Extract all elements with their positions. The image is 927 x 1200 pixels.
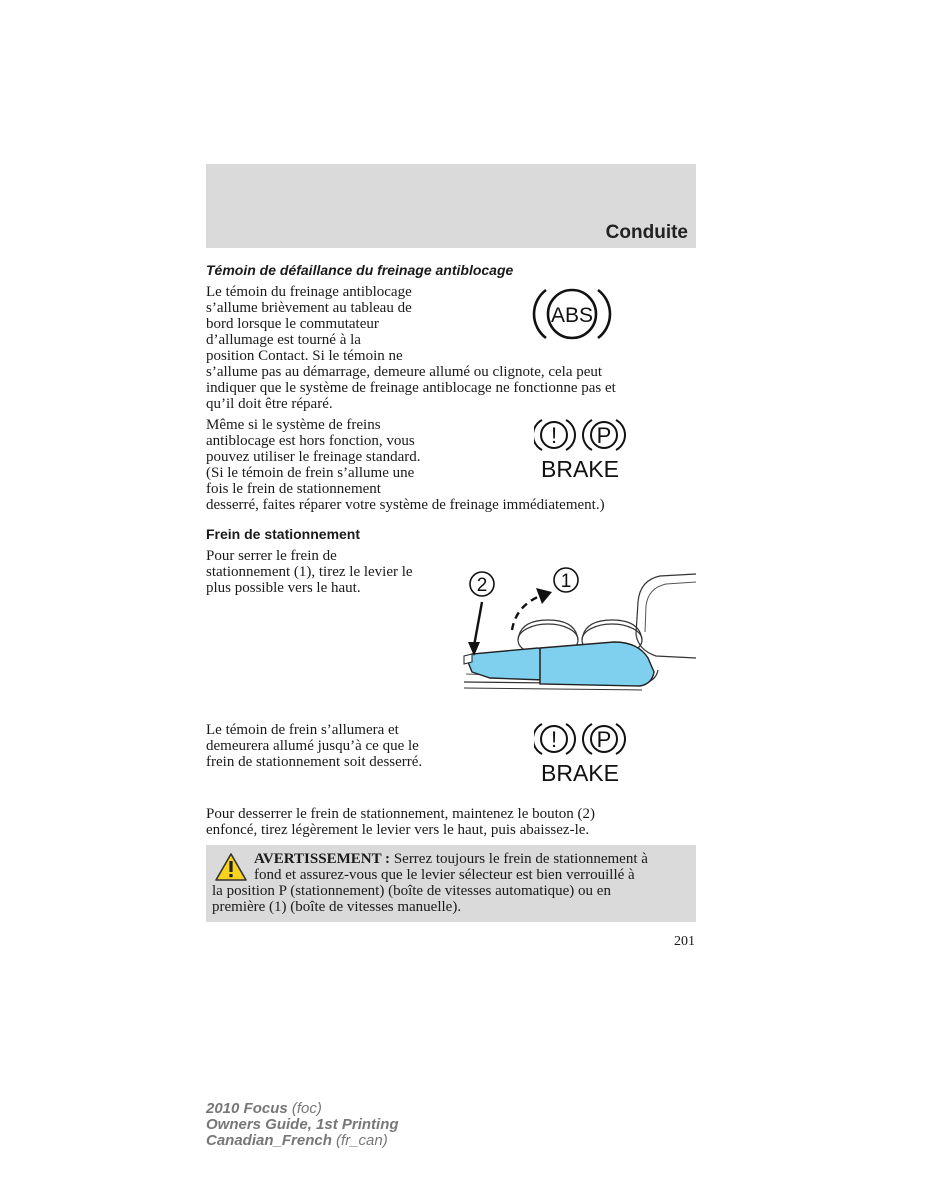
section-heading-parking-brake: Frein de stationnement xyxy=(206,526,361,542)
text-line: stationnement (1), tirez le levier le xyxy=(206,564,413,580)
text-line: fond et assurez-vous que le levier sélecteur est bien verrouillé à xyxy=(254,867,635,883)
exclamation-icon: ! xyxy=(550,727,558,752)
parking-brake-lever-diagram xyxy=(460,562,696,694)
text-line: pouvez utiliser le freinage standard. xyxy=(206,449,421,465)
exclamation-icon: ! xyxy=(550,423,558,448)
section-heading-abs: Témoin de défaillance du freinage antiblocage xyxy=(206,262,514,278)
abs-icon-label: ABS xyxy=(550,304,594,327)
brake-light-paragraph xyxy=(206,722,422,770)
text-line: Serrez toujours le frein de stationnement à xyxy=(393,851,648,867)
footer-language-code: (fr_can) xyxy=(336,1132,388,1149)
text-line: indiquer que le système de freinage antiblocage ne fonctionne pas et xyxy=(206,380,616,396)
text-line: s’allume brièvement au tableau de xyxy=(206,300,412,316)
brake-warning-icon xyxy=(534,720,630,786)
text-line: position Contact. Si le témoin ne xyxy=(206,348,403,364)
text-line: enfoncé, tirez légèrement le levier vers le haut, puis abaissez-le. xyxy=(206,822,590,838)
footer-edition: Owners Guide, 1st Printing xyxy=(206,1116,399,1133)
text-line: Le témoin du freinage antiblocage xyxy=(206,284,412,300)
text-line: Le témoin de frein s’allumera et xyxy=(206,722,399,738)
abs-warning-icon xyxy=(532,284,612,344)
text-line: frein de stationnement soit desserré. xyxy=(206,754,423,770)
text-line: fois le frein de stationnement xyxy=(206,481,381,497)
text-line: Même si le système de freins xyxy=(206,417,381,433)
callout-1: 1 xyxy=(560,571,572,592)
warning-box xyxy=(206,845,696,922)
text-line: Pour desserrer le frein de stationnement, maintenez le bouton (2) xyxy=(206,806,596,822)
text-line: d’allumage est tourné à la xyxy=(206,332,361,348)
parking-p-icon: P xyxy=(596,423,612,448)
brake-label: BRAKE xyxy=(541,456,619,482)
page-number: 201 xyxy=(674,934,695,949)
section-header-band xyxy=(206,164,696,248)
brake-label: BRAKE xyxy=(541,760,619,786)
text-line: bord lorsque le commutateur xyxy=(206,316,379,332)
print-footer xyxy=(206,1101,399,1149)
text-line: demeurera allumé jusqu’à ce que le xyxy=(206,738,419,754)
warning-first-line xyxy=(212,851,690,867)
warning-label: AVERTISSEMENT : xyxy=(254,851,391,867)
text-line: première (1) (boîte de vitesses manuelle). xyxy=(212,899,462,915)
text-line: antiblocage est hors fonction, vous xyxy=(206,433,415,449)
brake-warning-icon xyxy=(534,416,630,482)
footer-language: Canadian_French xyxy=(206,1132,332,1149)
text-line: plus possible vers le haut. xyxy=(206,580,361,596)
text-line: desserré, faites réparer votre système de freinage immédiatement.) xyxy=(206,497,605,513)
parking-brake-release-paragraph xyxy=(206,806,595,838)
footer-model-code: (foc) xyxy=(291,1100,322,1117)
warning-text xyxy=(212,851,690,915)
callout-2: 2 xyxy=(476,575,488,596)
text-line: la position P (stationnement) (boîte de vitesses automatique) ou en xyxy=(212,883,611,899)
text-line: qu’il doit être réparé. xyxy=(206,396,333,412)
parking-p-icon: P xyxy=(596,727,612,752)
parking-brake-apply-paragraph xyxy=(206,548,413,596)
text-line: (Si le témoin de frein s’allume une xyxy=(206,465,415,481)
page-title: Conduite xyxy=(605,222,688,243)
footer-model: 2010 Focus xyxy=(206,1100,288,1117)
text-line: Pour serrer le frein de xyxy=(206,548,337,564)
text-line: s’allume pas au démarrage, demeure allumé ou clignote, cela peut xyxy=(206,364,603,380)
